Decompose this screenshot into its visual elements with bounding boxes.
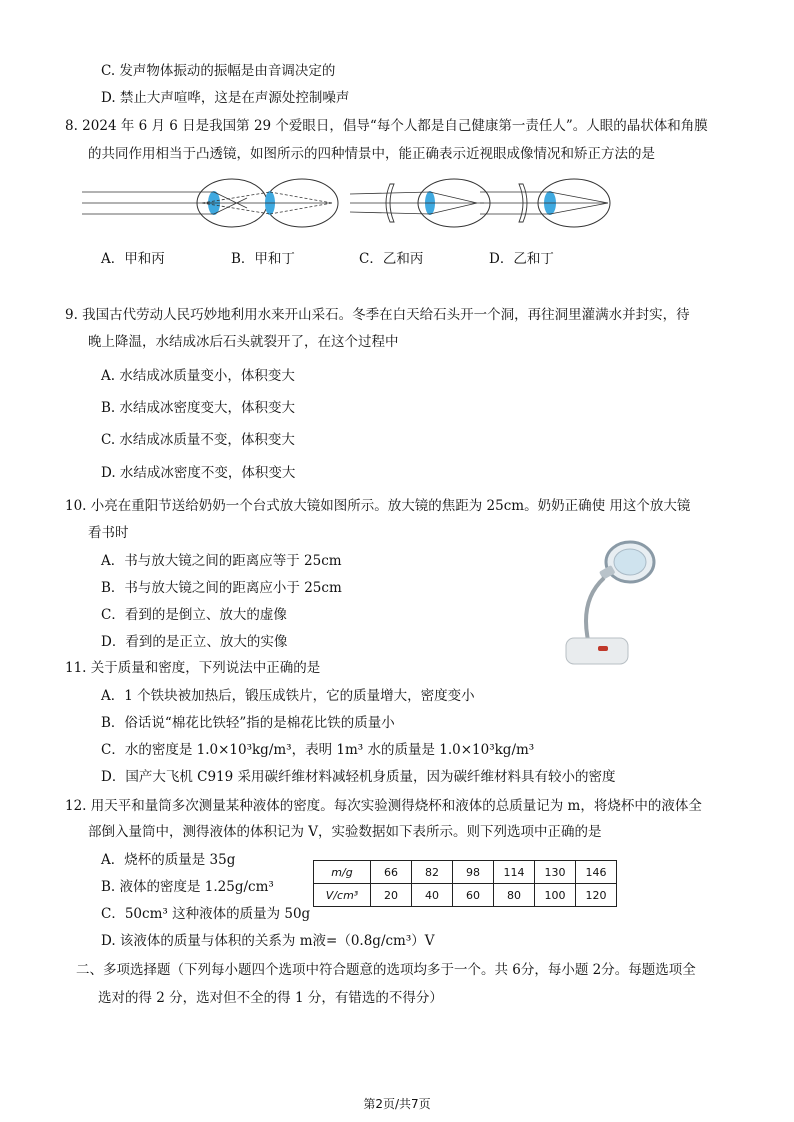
q8-stem-line1: 8. 2024 年 6 月 6 日是我国第 29 个爱眼日，倡导“每个人都是自己健康第一责任人”。人眼的晶状体和角膜 [65,118,708,134]
q12-stem-line1: 12. 用天平和量筒多次测量某种液体的密度。每次实验测得烧杯和液体的总质量记为 m，将烧杯中的液体全 [65,798,702,814]
table-row-head-mass: m/g [314,861,371,884]
table-cell: 130 [535,861,576,884]
table-cell: 100 [535,884,576,907]
desk-magnifier-lamp-icon [558,540,668,670]
q8-option-b: B．甲和丁 [231,251,295,267]
q11-option-d: D．国产大飞机 C919 采用碳纤维材料减轻机身质量，因为碳纤维材料具有较小的密度 [101,769,616,785]
q9-option-a: A. 水结成冰质量变小，体积变大 [101,368,295,384]
table-cell: 80 [494,884,535,907]
q11-option-a: A．1 个铁块被加热后，锻压成铁片，它的质量增大，密度变小 [101,688,475,704]
q9-option-d: D. 水结成冰密度不变，体积变大 [101,465,296,481]
section2-heading-line1: 二、多项选择题（下列每小题四个选项中符合题意的选项均多于一个。共 6分，每小题 2分。每题选项全 [76,962,696,978]
table-cell: 98 [453,861,494,884]
table-cell: 120 [576,884,617,907]
q9-option-c: C. 水结成冰质量不变，体积变大 [101,432,295,448]
page-footer: 第2页/共7页 [363,1097,431,1111]
q12-option-c: C．50cm³ 这种液体的质量为 50g [101,906,311,922]
eye-figure-2 [202,179,338,227]
q10-stem-line2: 看书时 [88,525,129,541]
q9-stem-line2: 晚上降温，水结成冰后石头就裂开了，在这个过程中 [88,334,399,350]
q12-option-a: A．烧杯的质量是 35g [101,852,236,868]
q12-stem-line2: 部倒入量筒中，测得液体的体积记为 V，实验数据如下表所示。则下列选项中正确的是 [88,824,602,840]
table-cell: 60 [453,884,494,907]
section2-heading-line2: 选对的得 2 分，选对但不全的得 1 分，有错选的不得分） [98,990,443,1006]
eye-lens-diagram-icon [82,178,722,228]
table-cell: 82 [412,861,453,884]
q9-option-b: B. 水结成冰密度变大，体积变大 [101,400,296,416]
eye-figure-3 [350,179,490,227]
q12-option-d: D. 该液体的质量与体积的关系为 m液=（0.8g/cm³）V [101,933,435,949]
q7-option-d: D. 禁止大声喧哗，这是在声源处控制噪声 [101,90,350,106]
data-table [313,860,617,907]
table-cell: 66 [371,861,412,884]
q11-option-c: C．水的密度是 1.0×10³kg/m³，表明 1m³ 水的质量是 1.0×10³kg/m³ [101,742,535,758]
q10-stem-line1: 10. 小亮在重阳节送给奶奶一个台式放大镜如图所示。放大镜的焦距为 25cm。奶奶正确使 用这个放大镜 [65,498,691,514]
q11-option-b: B．俗话说“棉花比铁轻”指的是棉花比铁的质量小 [101,715,395,731]
q11-stem: 11. 关于质量和密度，下列说法中正确的是 [65,660,321,676]
table-row [314,861,617,884]
q10-option-a: A．书与放大镜之间的距离应等于 25cm [101,553,342,569]
table-cell: 114 [494,861,535,884]
q10-option-b: B．书与放大镜之间的距离应小于 25cm [101,580,342,596]
q7-option-c: C. 发声物体振动的振幅是由音调决定的 [101,63,336,79]
table-cell: 20 [371,884,412,907]
q10-option-c: C．看到的是倒立、放大的虚像 [101,607,287,623]
table-row [314,884,617,907]
q10-option-d: D．看到的是正立、放大的实像 [101,634,288,650]
q8-option-d: D．乙和丁 [489,251,554,267]
q8-option-c: C．乙和丙 [359,251,424,267]
table-cell: 146 [576,861,617,884]
q12-option-b: B. 液体的密度是 1.25g/cm³ [101,879,274,895]
q8-stem-line2: 的共同作用相当于凸透镜，如图所示的四种情景中，能正确表示近视眼成像情况和矫正方法的是 [88,146,655,162]
table-cell: 40 [412,884,453,907]
q9-stem-line1: 9. 我国古代劳动人民巧妙地利用水来开山采石。冬季在白天给石头开一个洞，再往洞里灌满水并封实，待 [65,307,690,323]
q8-option-a: A．甲和丙 [101,251,165,267]
eye-figure-4 [480,179,610,227]
table-row-head-volume: V/cm³ [314,884,371,907]
